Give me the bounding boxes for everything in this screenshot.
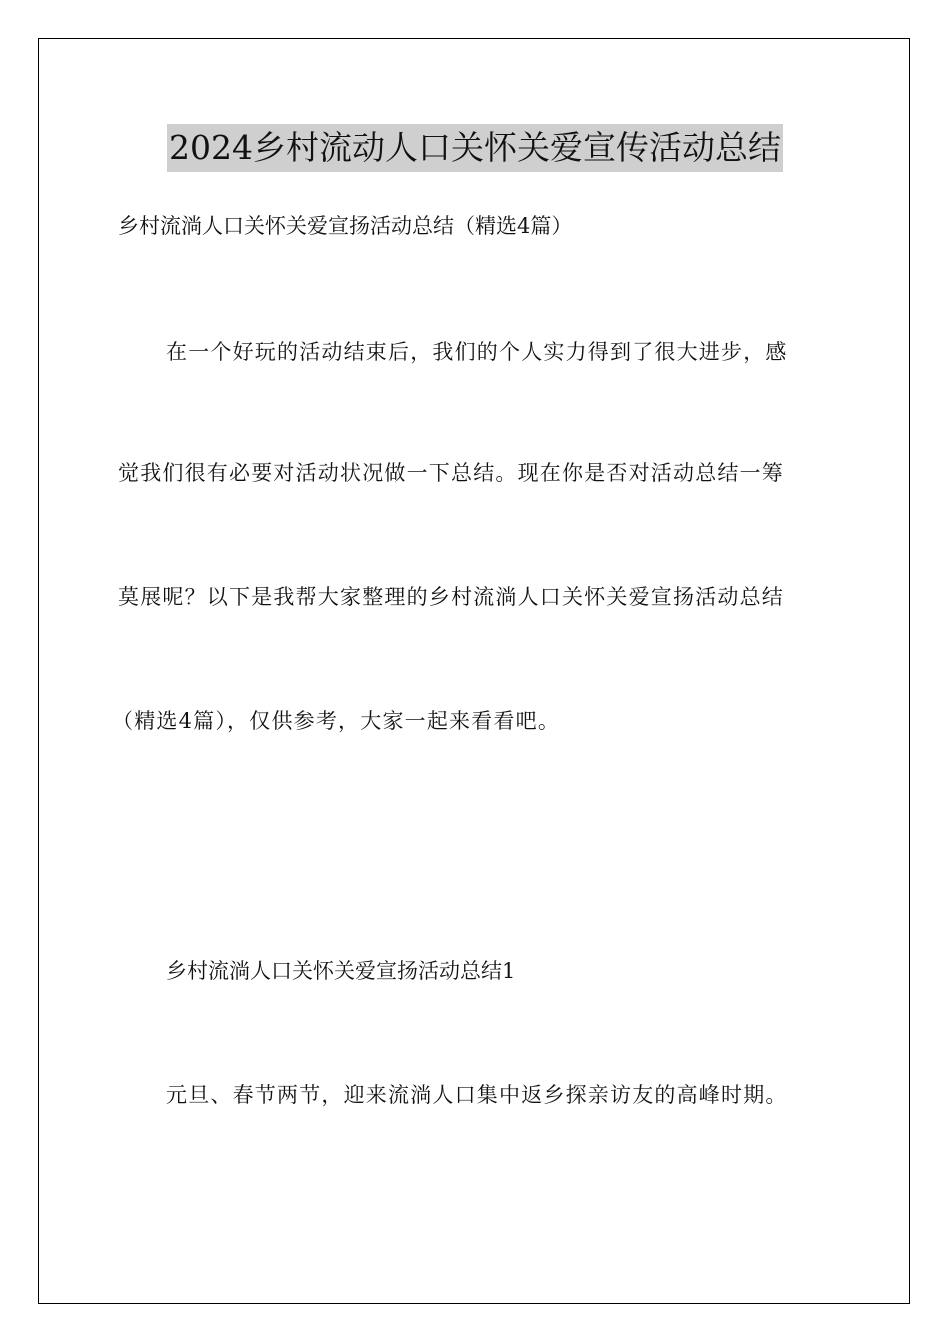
intro-line-2: 觉我们很有必要对活动状况做一下总结。现在你是否对活动总结一筹 xyxy=(118,461,784,485)
section-line-1: 元旦、春节两节，迎来流淌人口集中返乡探亲访友的高峰时期。 xyxy=(166,1083,788,1107)
intro-line-3: 莫展呢？以下是我帮大家整理的乡村流淌人口关怀关爱宣扬活动总结 xyxy=(118,585,784,609)
intro-line-4: （精选4篇），仅供参考，大家一起来看看吧。 xyxy=(112,709,561,733)
document-subtitle: 乡村流淌人口关怀关爱宣扬活动总结（精选4篇） xyxy=(118,214,573,238)
section-heading: 乡村流淌人口关怀关爱宣扬活动总结1 xyxy=(166,959,516,983)
intro-line-1: 在一个好玩的活动结束后，我们的个人实力得到了很大进步，感 xyxy=(166,340,788,364)
document-title: 2024乡村流动人口关怀关爱宣传活动总结 xyxy=(167,124,783,172)
title-container xyxy=(0,124,950,172)
